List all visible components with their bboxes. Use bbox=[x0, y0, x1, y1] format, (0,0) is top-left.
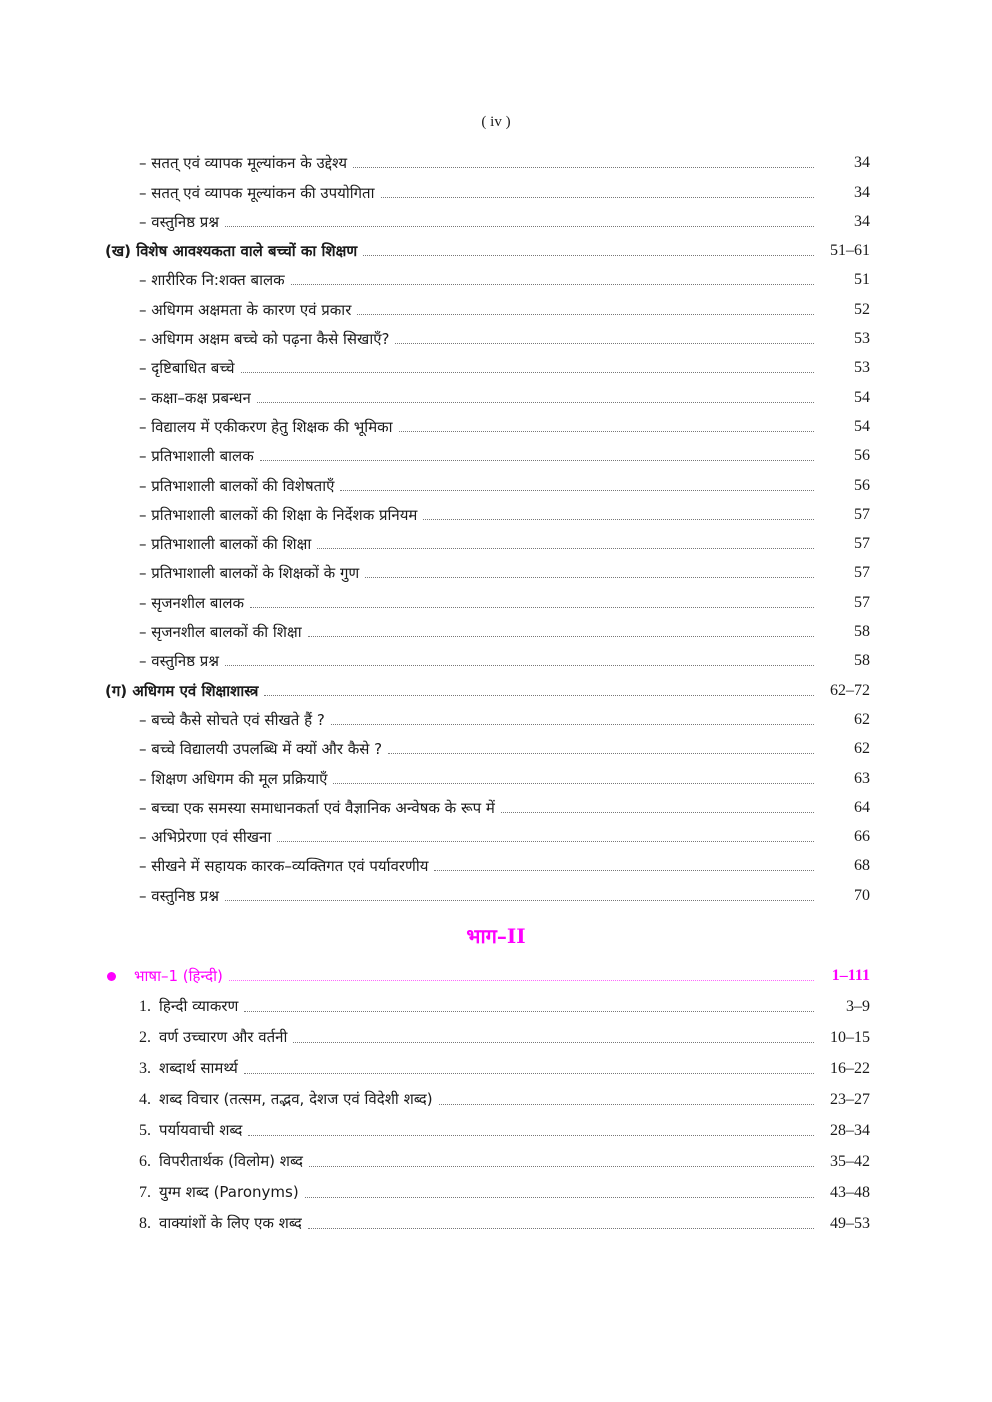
dot-leader bbox=[260, 460, 814, 461]
dot-leader bbox=[244, 1073, 814, 1074]
chapter-number: 8. bbox=[139, 1215, 151, 1232]
dot-leader bbox=[264, 695, 814, 696]
toc-chapter[interactable] bbox=[105, 1172, 870, 1203]
entry-page: 58 bbox=[854, 623, 870, 641]
dot-leader bbox=[293, 1042, 814, 1043]
dot-leader bbox=[317, 548, 814, 549]
dot-leader bbox=[357, 314, 814, 315]
entry-label: – बच्चे विद्यालयी उपलब्धि में क्यों और कैसे ? bbox=[139, 740, 383, 759]
chapter-number: 1. bbox=[139, 998, 151, 1015]
entry-label: – अधिगम अक्षम बच्चे को पढ़ना कैसे सिखाएँ? bbox=[139, 330, 390, 349]
chapter-label: वाक्यांशों के लिए एक शब्द bbox=[159, 1214, 302, 1232]
toc-entry[interactable] bbox=[105, 261, 870, 290]
dot-leader bbox=[225, 665, 814, 666]
entry-page: 52 bbox=[854, 300, 870, 318]
entry-label: – बच्चे कैसे सोचते एवं सीखते हैं ? bbox=[139, 710, 325, 729]
chapter-number: 3. bbox=[139, 1060, 151, 1077]
chapter-number: 4. bbox=[139, 1091, 151, 1108]
dot-leader bbox=[225, 900, 814, 901]
chapter-label: युग्म शब्द (Paronyms) bbox=[159, 1183, 299, 1201]
dot-leader bbox=[365, 577, 814, 578]
entry-page: 34 bbox=[854, 212, 870, 230]
dot-leader bbox=[331, 724, 814, 725]
dot-leader bbox=[434, 870, 814, 871]
entry-page: 57 bbox=[854, 593, 870, 611]
toc-entry[interactable] bbox=[105, 818, 870, 847]
dot-leader bbox=[225, 226, 814, 227]
entry-label: – शिक्षण अधिगम की मूल प्रक्रियाएँ bbox=[139, 769, 328, 788]
chapter-title bbox=[105, 1182, 299, 1203]
dot-leader bbox=[363, 255, 814, 256]
entry-label: – बच्चा एक समस्या समाधानकर्ता एवं वैज्ञानिक अन्वेषक के रूप में bbox=[139, 798, 495, 817]
toc-entry[interactable] bbox=[105, 320, 870, 349]
entry-page: 53 bbox=[854, 359, 870, 377]
entry-page: 56 bbox=[854, 476, 870, 494]
entry-page: 62 bbox=[854, 710, 870, 728]
toc-section-heading[interactable] bbox=[105, 232, 870, 261]
dot-leader bbox=[501, 812, 814, 813]
bullet-icon bbox=[107, 972, 116, 981]
dot-leader bbox=[257, 402, 814, 403]
toc-entry[interactable] bbox=[105, 408, 870, 437]
toc-entry[interactable] bbox=[105, 613, 870, 642]
toc-part1 bbox=[105, 144, 870, 906]
toc-part2 bbox=[105, 958, 870, 1234]
entry-page: 64 bbox=[854, 798, 870, 816]
entry-page: 54 bbox=[854, 388, 870, 406]
entry-page: 70 bbox=[854, 886, 870, 904]
dot-leader bbox=[309, 1166, 814, 1167]
dot-leader bbox=[244, 1011, 814, 1012]
chapter-page: 3–9 bbox=[846, 998, 870, 1015]
entry-label: – प्रतिभाशाली बालकों के शिक्षकों के गुण bbox=[139, 564, 360, 583]
chapter-page: 49–53 bbox=[830, 1215, 870, 1232]
entry-page: 66 bbox=[854, 828, 870, 846]
page-number: ( iv ) bbox=[481, 114, 511, 130]
toc-entry[interactable] bbox=[105, 496, 870, 525]
entry-page: 57 bbox=[854, 564, 870, 582]
section-page: 1–111 bbox=[831, 967, 870, 984]
entry-page: 34 bbox=[854, 154, 870, 172]
chapter-title bbox=[105, 1058, 238, 1079]
toc-entry[interactable] bbox=[105, 554, 870, 583]
dot-leader bbox=[340, 490, 814, 491]
dot-leader bbox=[439, 1104, 814, 1105]
dot-leader bbox=[399, 431, 814, 432]
toc-entry[interactable] bbox=[105, 466, 870, 495]
dot-leader bbox=[333, 783, 814, 784]
toc-entry[interactable] bbox=[105, 525, 870, 554]
toc-entry[interactable] bbox=[105, 583, 870, 612]
toc-entry[interactable] bbox=[105, 349, 870, 378]
chapter-page: 28–34 bbox=[830, 1122, 870, 1139]
entry-label: – अधिगम अक्षमता के कारण एवं प्रकार bbox=[139, 300, 352, 319]
dot-leader bbox=[229, 980, 814, 981]
entry-label: – वस्तुनिष्ठ प्रश्न bbox=[139, 886, 219, 905]
chapter-title bbox=[105, 996, 238, 1017]
toc-entry[interactable] bbox=[105, 759, 870, 788]
toc-entry[interactable] bbox=[105, 290, 870, 319]
entry-label: – सृजनशील बालक bbox=[139, 593, 245, 612]
entry-page: 54 bbox=[854, 417, 870, 435]
entry-label: – अभिप्रेरणा एवं सीखना bbox=[139, 828, 272, 847]
entry-label: – प्रतिभाशाली बालकों की शिक्षा bbox=[139, 535, 312, 554]
dot-leader bbox=[277, 841, 814, 842]
chapter-page: 43–48 bbox=[830, 1184, 870, 1201]
entry-page: 58 bbox=[854, 652, 870, 670]
entry-label: – शारीरिक नि:शक्त बालक bbox=[139, 271, 285, 290]
toc-entry[interactable] bbox=[105, 144, 870, 173]
entry-label: – सृजनशील बालकों की शिक्षा bbox=[139, 623, 302, 642]
entry-page: 68 bbox=[854, 857, 870, 875]
chapter-page: 16–22 bbox=[830, 1060, 870, 1077]
chapter-number: 7. bbox=[139, 1184, 151, 1201]
toc-chapter[interactable] bbox=[105, 1048, 870, 1079]
chapter-label: शब्दार्थ सामर्थ्य bbox=[159, 1059, 238, 1077]
chapter-title bbox=[105, 1027, 287, 1048]
toc-entry[interactable] bbox=[105, 730, 870, 759]
toc-section-heading[interactable] bbox=[105, 671, 870, 700]
chapter-title bbox=[105, 1120, 242, 1141]
dot-leader bbox=[291, 284, 814, 285]
chapter-page: 35–42 bbox=[830, 1153, 870, 1170]
entry-label: – दृष्टिबाधित बच्चे bbox=[139, 359, 235, 378]
toc-chapter[interactable] bbox=[105, 1203, 870, 1234]
entry-page: 53 bbox=[854, 330, 870, 348]
chapter-title bbox=[105, 1089, 433, 1110]
toc-chapter[interactable] bbox=[105, 1110, 870, 1141]
toc-entry[interactable] bbox=[105, 876, 870, 905]
entry-page: 62–72 bbox=[830, 681, 870, 699]
dot-leader bbox=[248, 1135, 814, 1136]
part-title: भाग–II bbox=[466, 924, 526, 948]
dot-leader bbox=[241, 372, 814, 373]
entry-label: – सतत् एवं व्यापक मूल्यांकन की उपयोगिता bbox=[139, 183, 375, 202]
dot-leader bbox=[250, 607, 814, 608]
chapter-label: वर्ण उच्चारण और वर्तनी bbox=[159, 1028, 288, 1046]
dot-leader bbox=[308, 636, 814, 637]
dot-leader bbox=[388, 753, 814, 754]
toc-section-language-1[interactable] bbox=[105, 958, 870, 986]
dot-leader bbox=[423, 519, 814, 520]
dot-leader bbox=[395, 343, 814, 344]
dot-leader bbox=[353, 167, 814, 168]
dot-leader bbox=[308, 1228, 814, 1229]
entry-page: 62 bbox=[854, 740, 870, 758]
toc-entry[interactable] bbox=[105, 701, 870, 730]
entry-label: – वस्तुनिष्ठ प्रश्न bbox=[139, 652, 219, 671]
chapter-number: 6. bbox=[139, 1153, 151, 1170]
entry-label: – सतत् एवं व्यापक मूल्यांकन के उद्देश्य bbox=[139, 154, 348, 173]
dot-leader bbox=[381, 197, 815, 198]
entry-label: – कक्षा–कक्ष प्रबन्धन bbox=[139, 388, 251, 407]
entry-page: 57 bbox=[854, 505, 870, 523]
chapter-title bbox=[105, 1213, 302, 1234]
chapter-page: 10–15 bbox=[830, 1029, 870, 1046]
chapter-label: विपरीतार्थक (विलोम) शब्द bbox=[159, 1152, 303, 1170]
entry-label: – सीखने में सहायक कारक–व्यक्तिगत एवं पर्यावरणीय bbox=[139, 857, 429, 876]
chapter-number: 5. bbox=[139, 1122, 151, 1139]
entry-label: – प्रतिभाशाली बालकों की शिक्षा के निर्देशक प्रनियम bbox=[139, 505, 418, 524]
entry-page: 56 bbox=[854, 447, 870, 465]
toc-chapter[interactable] bbox=[105, 1017, 870, 1048]
toc-entry[interactable] bbox=[105, 173, 870, 202]
chapter-number: 2. bbox=[139, 1029, 151, 1046]
entry-page: 51–61 bbox=[830, 242, 870, 260]
toc-chapter[interactable] bbox=[105, 1079, 870, 1110]
entry-label: – विद्यालय में एकीकरण हेतु शिक्षक की भूमिका bbox=[139, 417, 393, 436]
entry-label: (ख) विशेष आवश्यकता वाले बच्चों का शिक्षण bbox=[105, 242, 358, 261]
chapter-label: शब्द विचार (तत्सम, तद्भव, देशज एवं विदेशी शब्द) bbox=[159, 1090, 433, 1108]
entry-page: 57 bbox=[854, 535, 870, 553]
entry-page: 34 bbox=[854, 183, 870, 201]
chapter-title bbox=[105, 1151, 303, 1172]
entry-label: (ग) अधिगम एवं शिक्षाशास्त्र bbox=[105, 681, 259, 700]
toc-chapter[interactable] bbox=[105, 1141, 870, 1172]
entry-label: – प्रतिभाशाली बालकों की विशेषताएँ bbox=[139, 476, 335, 495]
entry-label: – प्रतिभाशाली बालक bbox=[139, 447, 254, 466]
toc-entry[interactable] bbox=[105, 378, 870, 407]
entry-page: 51 bbox=[854, 271, 870, 289]
toc-entry[interactable] bbox=[105, 203, 870, 232]
section-label: भाषा–1 (हिन्दी) bbox=[134, 967, 223, 985]
toc-entry[interactable] bbox=[105, 847, 870, 876]
toc-entry[interactable] bbox=[105, 642, 870, 671]
entry-page: 63 bbox=[854, 769, 870, 787]
toc-entry[interactable] bbox=[105, 437, 870, 466]
chapter-page: 23–27 bbox=[830, 1091, 870, 1108]
chapter-label: हिन्दी व्याकरण bbox=[159, 997, 239, 1015]
toc-entry[interactable] bbox=[105, 789, 870, 818]
dot-leader bbox=[305, 1197, 814, 1198]
chapter-label: पर्यायवाची शब्द bbox=[159, 1121, 243, 1139]
entry-label: – वस्तुनिष्ठ प्रश्न bbox=[139, 212, 219, 231]
toc-chapter[interactable] bbox=[105, 986, 870, 1017]
